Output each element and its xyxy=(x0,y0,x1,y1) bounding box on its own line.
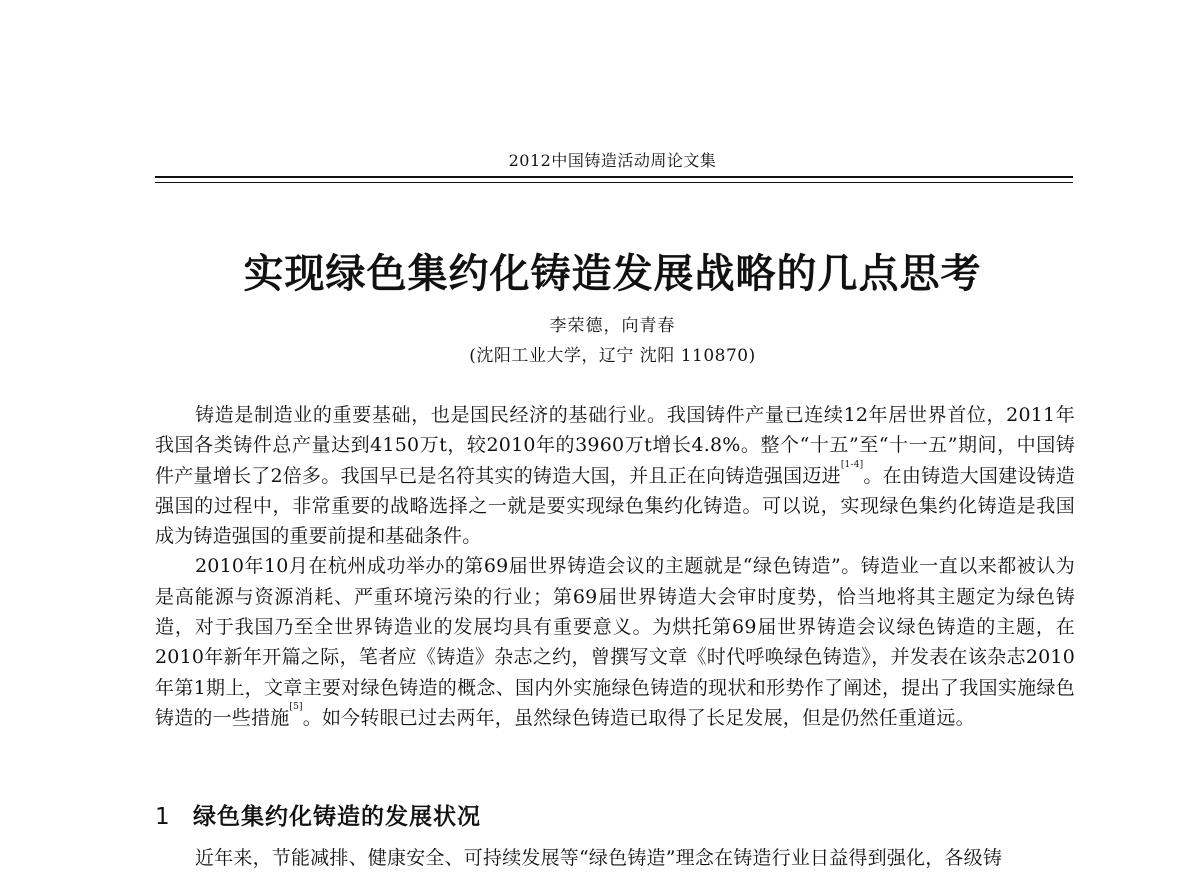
paper-title: 实现绿色集约化铸造发展战略的几点思考 xyxy=(243,251,982,297)
paragraph-1-text: 铸造是制造业的重要基础，也是国民经济的基础行业。我国铸件产量已连续12年居世界首位，2011年我国各类铸件总产量达到4150万t，较2010年的3960万t增长4.8%。整个“十五”至“十一五”期间，中国铸件产量增长了2倍多。我国早已是名符其实的铸造大国，并且正在向铸造强国迈进 xyxy=(155,404,1075,487)
header-rule-thick xyxy=(155,176,1073,178)
header-rule-thin xyxy=(155,182,1073,183)
paragraph-1 xyxy=(155,400,1075,551)
paragraph-2 xyxy=(155,551,1075,733)
section-title: 绿色集约化铸造的发展状况 xyxy=(193,804,481,830)
body-text xyxy=(155,400,1075,733)
section-number: 1 xyxy=(155,804,171,830)
citation-5: [5] xyxy=(289,701,303,712)
section-heading xyxy=(155,798,481,831)
citation-1-4: [1-4] xyxy=(840,459,864,470)
paragraph-2-text-end: 。如今转眼已过去两年，虽然绿色铸造已取得了长足发展，但是仍然任重道远。 xyxy=(302,706,975,729)
affiliation: (沈阳工业大学，辽宁 沈阳 110870) xyxy=(469,346,756,366)
running-header: 2012中国铸造活动周论文集 xyxy=(508,151,717,170)
cut-off-text-line: 近年来，节能减排、健康安全、可持续发展等“绿色铸造”理念在铸造行业日益得到强化，各级铸 xyxy=(195,847,1003,869)
paragraph-2-text: 2010年10月在杭州成功举办的第69届世界铸造会议的主题就是“绿色铸造”。铸造业一直以来都被认为是高能源与资源消耗、严重环境污染的行业；第69届世界铸造大会审时度势，恰当地将其主题定为绿色铸造，对于我国乃至全世界铸造业的发展均具有重要意义。为烘托第69届世界铸造会议绿色铸造的主题，在2010年新年开篇之际，笔者应《铸造》杂志之约，曾撰写文章《时代呼唤绿色铸造》，并发表在该杂志2010年第1期上，文章主要对绿色铸造的概念、国内外实施绿色铸造的现状和形势作了阐述，提出了我国实施绿色铸造的一些措施 xyxy=(155,555,1075,729)
paragraph-1-text-end: 。在由铸造大国建设铸造强国的过程中，非常重要的战略选择之一就是要实现绿色集约化铸造。可以说，实现绿色集约化铸造是我国成为铸造强国的重要前提和基础条件。 xyxy=(155,464,1075,548)
authors: 李荣德，向青春 xyxy=(549,316,676,336)
